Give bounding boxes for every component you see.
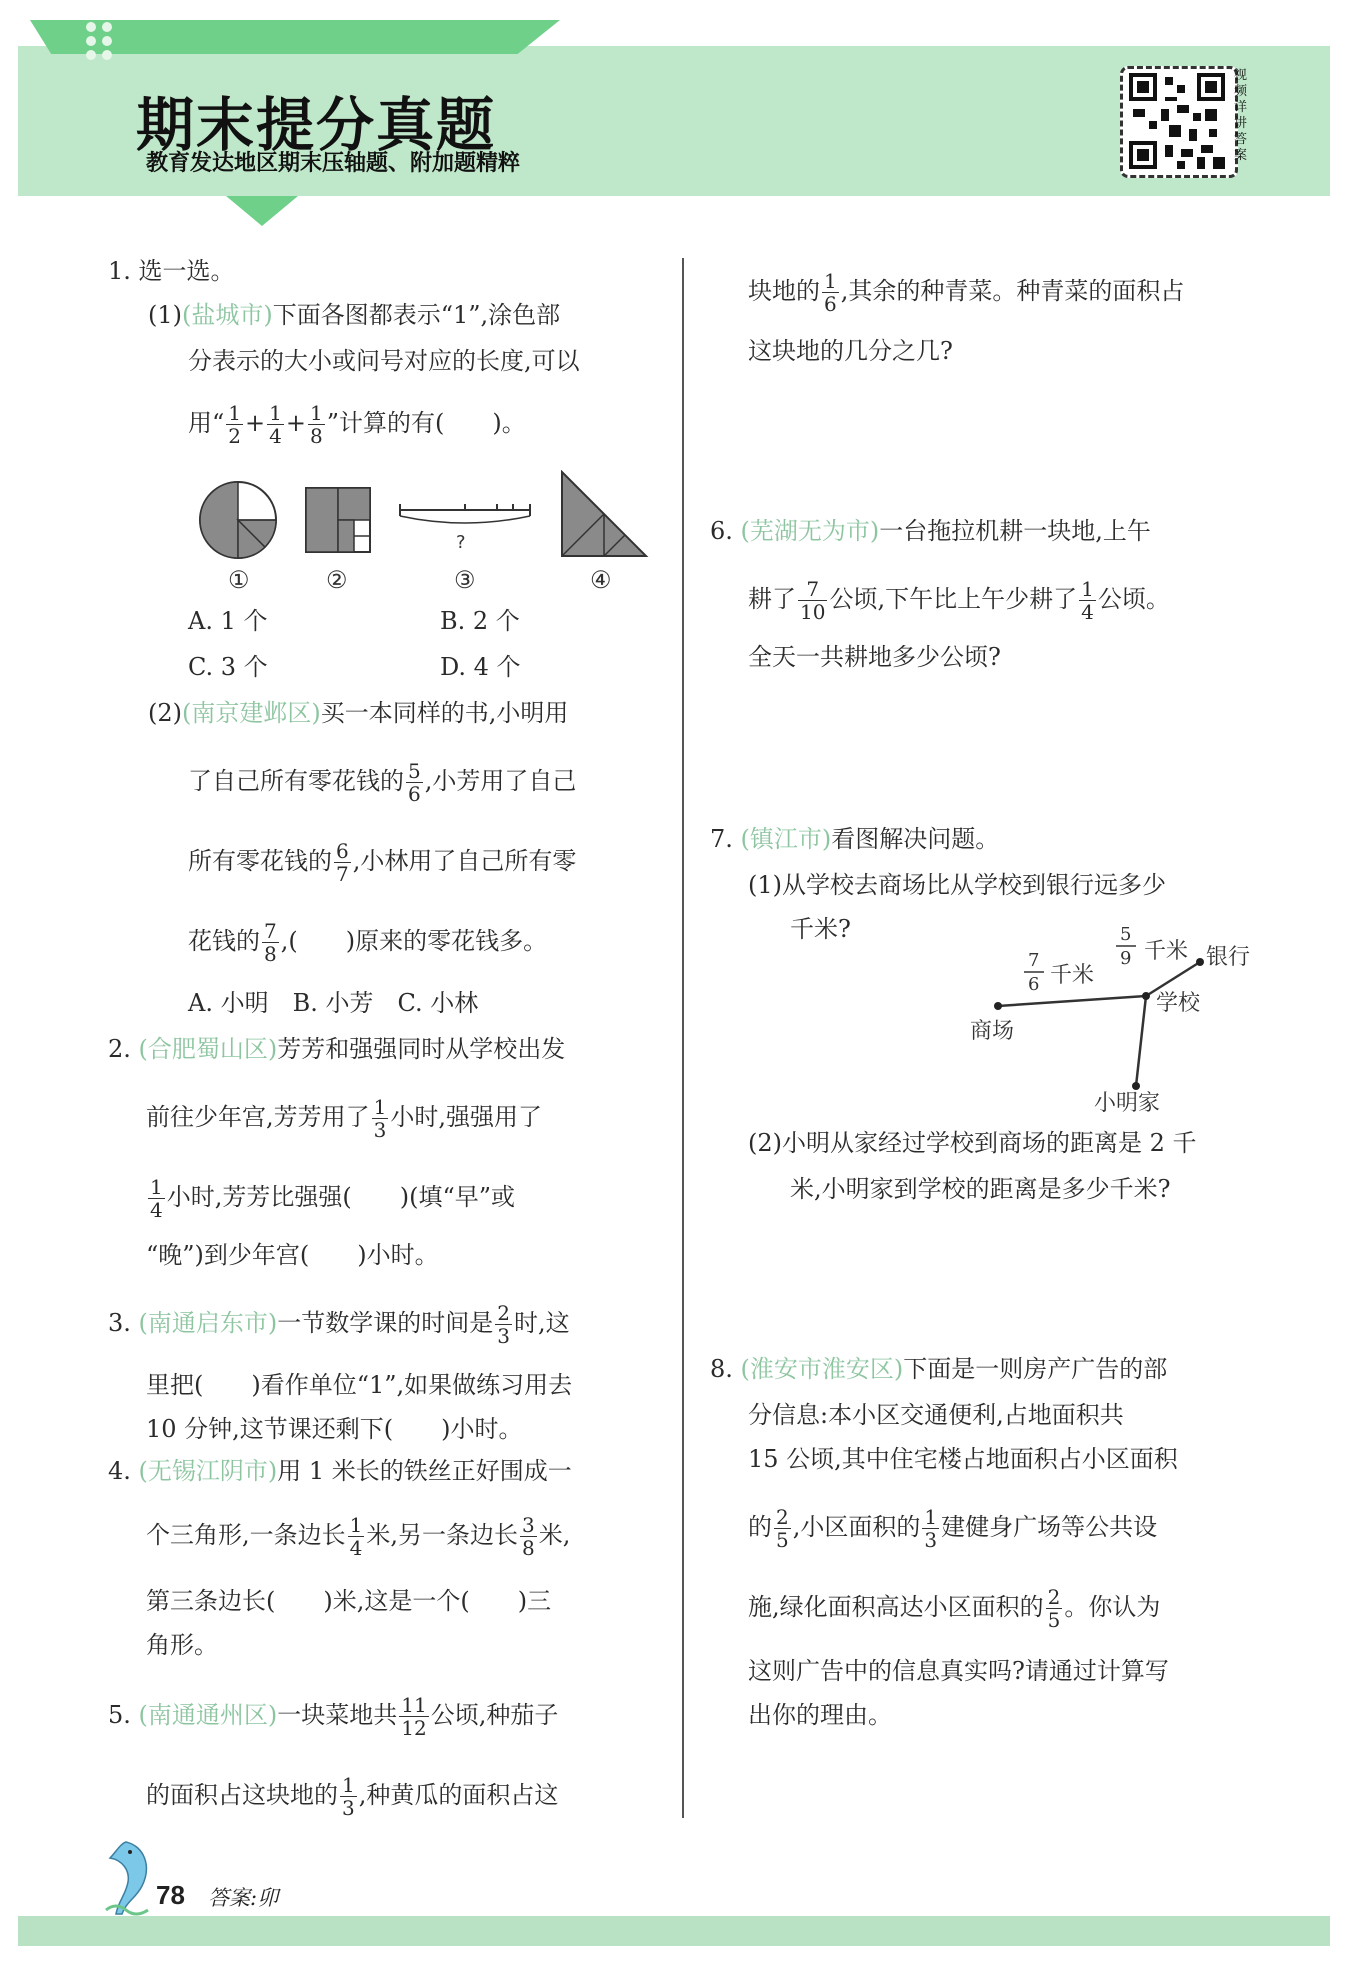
- figure-4-triangle: [562, 472, 646, 556]
- header-arrow: [226, 196, 298, 226]
- question-7-line1: 7. (镇江市)看图解决问题。: [710, 825, 1000, 853]
- figure-1-circle: [200, 482, 276, 558]
- page-subtitle: 教育发达地区期末压轴题、附加题精粹: [146, 151, 521, 176]
- q1-part1-line1: (1)(盐城市)下面各图都表示“1”,涂色部: [148, 301, 561, 329]
- question-2-line1: 2. (合肥蜀山区)芳芳和强强同时从学校出发: [108, 1035, 566, 1063]
- q1-part2-line1: (2)(南京建邺区)买一本同样的书,小明用: [148, 699, 569, 727]
- q8-line7: 出你的理由。: [748, 1701, 892, 1729]
- q6-line2: 耕了 $\frac{7}{10}$ 公顷,下午比上午少耕了 $\frac{1}{4}$ 公顷。: [748, 577, 1170, 624]
- q7-part1-line1: (1)从学校去商场比从学校到银行远多少: [748, 871, 1166, 899]
- question-8-line1: 8. (淮安市淮安区)下面是一则房产广告的部: [710, 1355, 1168, 1383]
- q6-line3: 全天一共耕地多少公顷?: [748, 643, 1001, 671]
- q8-line4: 的 $\frac{2}{5}$ ,小区面积的 $\frac{1}{3}$ 建健身广场等公共设: [748, 1505, 1158, 1552]
- q4-line2: 个三角形,一条边长 $\frac{1}{4}$ 米,另一条边长 $\frac{3}{8}$ 米,: [146, 1513, 571, 1560]
- q1-part2-line4: 花钱的 $\frac{7}{8}$ ,( )原来的零花钱多。: [188, 919, 548, 966]
- q2-line4: “晚”)到少年宫( )小时。: [146, 1241, 439, 1269]
- svg-text:银行: 银行: [1206, 945, 1251, 970]
- q7-map-diagram: [960, 920, 1270, 1120]
- q5-line2: 的面积占这块地的 $\frac{1}{3}$ ,种黄瓜的面积占这: [146, 1773, 559, 1820]
- q3-line3: 10 分钟,这节课还剩下( )小时。: [146, 1415, 523, 1443]
- q2-line3: $\frac{1}{4}$ 小时,芳芳比强强( )(填“早”或: [150, 1175, 515, 1222]
- q7-part2-line1: (2)小明从家经过学校到商场的距离是 2 千: [748, 1129, 1197, 1157]
- svg-text:①: ①: [228, 566, 250, 594]
- svg-text:④: ④: [590, 566, 612, 594]
- q1-part2-line3: 所有零花钱的 $\frac{6}{7}$ ,小林用了自己所有零: [188, 839, 577, 886]
- q3-line2: 里把( )看作单位“1”,如果做练习用去: [146, 1371, 573, 1399]
- svg-text:5: 5: [1120, 924, 1132, 945]
- q7-part1-line2: 千米?: [790, 915, 851, 943]
- q5-line3: 块地的 $\frac{1}{6}$ ,其余的种青菜。种青菜的面积占: [748, 269, 1185, 316]
- q8-line2: 分信息:本小区交通便利,占地面积共: [748, 1401, 1124, 1429]
- option-b: B. 2 个: [440, 607, 520, 635]
- svg-text:7: 7: [1028, 950, 1040, 971]
- q1-part1-line2: 分表示的大小或问号对应的长度,可以: [188, 347, 580, 375]
- q2-line2: 前往少年宫,芳芳用了 $\frac{1}{3}$ 小时,强强用了: [146, 1095, 543, 1142]
- column-divider: [682, 258, 684, 1818]
- option-d: D. 4 个: [440, 653, 521, 681]
- question-5-line1: 5. (南通通州区)一块菜地共 $\frac{11}{12}$ 公顷,种茄子: [108, 1693, 559, 1740]
- q7-part2-line2: 米,小明家到学校的距离是多少千米?: [790, 1175, 1171, 1203]
- q4-line4: 角形。: [146, 1631, 218, 1659]
- dolphin-icon: [96, 1836, 158, 1920]
- svg-text:商场: 商场: [970, 1019, 1015, 1044]
- q1-part1-line3: 用“ $\frac{1}{2}$ + $\frac{1}{4}$ + $\frac{1}{8}$ ”计算的有( )。: [188, 401, 526, 448]
- page-title: 期末提分真题: [136, 91, 497, 159]
- question-6-line1: 6. (芜湖无为市)一台拖拉机耕一块地,上午: [710, 517, 1151, 545]
- svg-text:6: 6: [1028, 974, 1040, 995]
- q1-part2-line2: 了自己所有零花钱的 $\frac{5}{6}$ ,小芳用了自己: [188, 759, 577, 806]
- q8-line5: 施,绿化面积高达小区面积的 $\frac{2}{5}$ 。你认为: [748, 1585, 1161, 1632]
- svg-text:?: ?: [456, 532, 466, 553]
- qr-code-icon[interactable]: [1120, 66, 1238, 178]
- svg-text:千米: 千米: [1144, 939, 1189, 964]
- q8-line3: 15 公顷,其中住宅楼占地面积占小区面积: [748, 1445, 1178, 1473]
- question-1-title: 1. 选一选。: [108, 257, 235, 285]
- svg-text:千米: 千米: [1050, 963, 1095, 988]
- page-number: 78: [156, 1880, 185, 1910]
- bottom-bar: [18, 1916, 1330, 1946]
- q5-line4: 这块地的几分之几?: [748, 337, 953, 365]
- figure-2-square: [306, 488, 370, 552]
- svg-text:9: 9: [1120, 948, 1132, 969]
- question-4-line1: 4. (无锡江阴市)用 1 米长的铁丝正好围成一: [108, 1457, 572, 1485]
- figure-3-segment: [400, 504, 530, 553]
- q8-line6: 这则广告中的信息真实吗?请通过计算写: [748, 1657, 1169, 1685]
- option-a: A. 1 个: [188, 607, 268, 635]
- svg-text:小明家: 小明家: [1094, 1091, 1161, 1116]
- option-c: C. 3 个: [188, 653, 268, 681]
- qr-label: 视频详讲答案: [1234, 68, 1248, 163]
- svg-text:③: ③: [454, 566, 476, 594]
- q1-figures: [190, 470, 660, 600]
- q1-part2-options: A. 小明 B. 小芳 C. 小林: [188, 989, 479, 1017]
- svg-text:学校: 学校: [1156, 991, 1201, 1016]
- answer-label: 答案:卯: [208, 1886, 279, 1910]
- svg-text:②: ②: [326, 566, 348, 594]
- question-3-line1: 3. (南通启东市)一节数学课的时间是 $\frac{2}{3}$ 时,这: [108, 1301, 570, 1348]
- q4-line3: 第三条边长( )米,这是一个( )三: [146, 1587, 552, 1615]
